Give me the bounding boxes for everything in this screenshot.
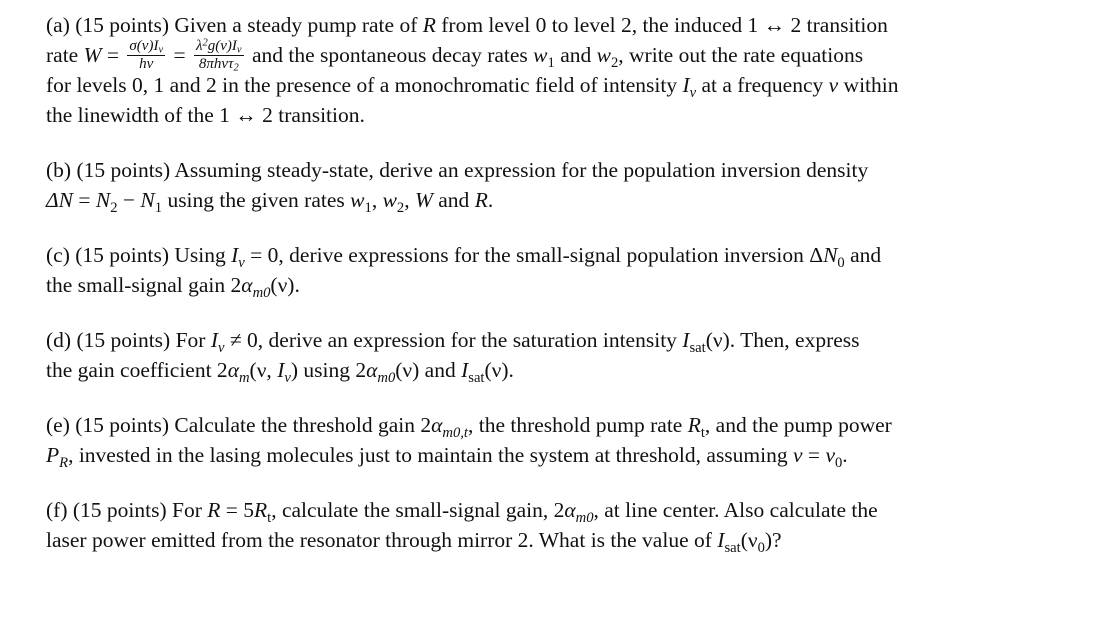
var-R: R xyxy=(687,413,701,437)
sub: sat xyxy=(468,370,485,387)
text: (c) (15 points) Using xyxy=(46,243,232,267)
sub: R xyxy=(59,455,69,472)
var-nu: ν xyxy=(828,73,839,97)
var-I: I xyxy=(682,73,690,97)
text: , the threshold pump rate xyxy=(467,413,688,437)
text: (ν). xyxy=(484,358,514,382)
text: . xyxy=(487,188,494,212)
var-W: W xyxy=(414,188,433,212)
problem-a-line-2 xyxy=(46,36,1046,74)
problem-e-line-1 xyxy=(46,410,1046,440)
text: using the given rates xyxy=(162,188,351,212)
text: for levels 0, 1 and 2 in the presence of a monochromatic field of intensity xyxy=(46,73,683,97)
problem-a-line-1 xyxy=(46,10,1046,40)
fraction-2-denominator xyxy=(194,56,244,72)
sub: m0 xyxy=(377,370,396,387)
text: , xyxy=(404,188,415,212)
sub: t xyxy=(700,425,705,442)
problem-d xyxy=(46,325,1046,385)
text: (a) (15 points) Given a steady pump rate of xyxy=(46,13,423,37)
problem-f-line-2 xyxy=(46,525,1046,555)
text: 8πhντ xyxy=(198,55,234,72)
var-Isat: I xyxy=(461,358,469,382)
sub: 0 xyxy=(757,540,765,557)
text: and the spontaneous decay rates xyxy=(246,43,534,67)
var-I: I xyxy=(210,328,218,352)
var-w2: w xyxy=(382,188,397,212)
text: g(ν)I xyxy=(207,37,237,54)
var-alpha: α xyxy=(431,413,443,437)
sub: 2 xyxy=(110,200,118,217)
problem-f-line-1 xyxy=(46,495,1046,525)
sub: m xyxy=(238,370,250,387)
text: λ xyxy=(196,37,203,54)
var-R: R xyxy=(254,498,268,522)
fraction-1-numerator xyxy=(127,39,165,56)
var-nu: ν xyxy=(793,443,803,467)
sub: ν xyxy=(284,370,291,387)
text: , calculate the small-signal gain, 2 xyxy=(271,498,565,522)
text: , invested in the lasing molecules just to maintain the system at threshold, assuming xyxy=(68,443,793,467)
sub: 1 xyxy=(154,200,163,217)
problem-b-line-1 xyxy=(46,155,1046,185)
sub: sat xyxy=(724,540,741,557)
sub: sat xyxy=(689,340,706,357)
fraction-1-denominator: hν xyxy=(139,55,154,72)
sub: m0 xyxy=(575,510,594,527)
text: )? xyxy=(764,528,782,552)
problem-c-line-2 xyxy=(46,270,1046,300)
text: (ν) and xyxy=(395,358,462,382)
problem-f xyxy=(46,495,1046,555)
sub: 0 xyxy=(837,255,845,272)
fraction-1 xyxy=(127,39,165,72)
var-R: R xyxy=(422,13,436,37)
problem-d-line-1 xyxy=(46,325,1046,355)
fraction-2 xyxy=(194,36,244,74)
text: , and the pump power xyxy=(704,413,892,437)
problem-c-line-1 xyxy=(46,240,1046,270)
text: rate xyxy=(46,43,84,67)
text: (ν). Then, express xyxy=(705,328,860,352)
sub: ν xyxy=(236,44,242,56)
text: , write out the rate equations xyxy=(618,43,864,67)
var-alpha: α xyxy=(366,358,378,382)
var-Isat: I xyxy=(717,528,725,552)
var-nu0: ν xyxy=(825,443,835,467)
text: − xyxy=(117,188,141,212)
text: (b) (15 points) Assuming steady-state, derive an expression for the population inversion density xyxy=(46,158,869,182)
text: ) using 2 xyxy=(290,358,367,382)
text: , at line center. Also calculate the xyxy=(593,498,878,522)
text: laser power emitted from the resonator through mirror 2. What is the value of xyxy=(46,528,718,552)
text: (ν xyxy=(740,528,758,552)
text: = xyxy=(101,43,125,67)
text: (d) (15 points) For xyxy=(46,328,211,352)
sub: t xyxy=(267,510,272,527)
text: (e) (15 points) Calculate the threshold gain 2 xyxy=(46,413,432,437)
var-N1: N xyxy=(140,188,155,212)
problem-sheet xyxy=(46,10,1046,580)
text: the gain coefficient 2 xyxy=(46,358,228,382)
text: , xyxy=(371,188,383,212)
fraction-2-numerator xyxy=(194,36,244,56)
sub: 2 xyxy=(610,55,619,72)
var-N2: N xyxy=(95,188,111,212)
text: and xyxy=(432,188,475,212)
text: . xyxy=(842,443,848,467)
text: and xyxy=(844,243,882,267)
text: = 5 xyxy=(220,498,255,522)
sub: m0 xyxy=(252,285,271,302)
text: and xyxy=(554,43,597,67)
var-w1: w xyxy=(350,188,365,212)
var-Isat: I xyxy=(682,328,690,352)
sub: ν xyxy=(689,85,697,102)
problem-a xyxy=(46,10,1046,130)
sub: 1 xyxy=(364,200,372,217)
var-P: P xyxy=(46,443,60,467)
var-R: R xyxy=(207,498,221,522)
sub: 2 xyxy=(396,200,405,217)
sub: ν xyxy=(218,340,225,357)
sub: 1 xyxy=(547,55,555,72)
var-dN: ΔN xyxy=(46,188,73,212)
problem-e-line-2 xyxy=(46,440,1046,470)
problem-b xyxy=(46,155,1046,215)
problem-a-line-3 xyxy=(46,70,1046,100)
sub: ν xyxy=(238,255,245,272)
var-W: W xyxy=(83,43,102,67)
problem-b-line-2 xyxy=(46,185,1046,215)
var-w2: w xyxy=(596,43,611,67)
var-I: I xyxy=(277,358,285,382)
var-alpha: α xyxy=(564,498,576,522)
var-alpha: α xyxy=(227,358,239,382)
text: = 0, derive expressions for the small-signal population inversion Δ xyxy=(244,243,824,267)
text: from level 0 to level 2, the induced 1 ↔ 2 transition xyxy=(435,13,888,37)
var-N: N xyxy=(823,243,838,267)
text: at a frequency xyxy=(696,73,829,97)
var-I: I xyxy=(231,243,239,267)
text: (ν). xyxy=(270,273,300,297)
sub: ν xyxy=(158,44,164,56)
text: within xyxy=(838,73,899,97)
sub: 2 xyxy=(233,62,239,74)
text: = xyxy=(72,188,96,212)
sub: m0,t xyxy=(442,425,468,442)
var-alpha: α xyxy=(241,273,253,297)
sub: 0 xyxy=(834,455,843,472)
text: = xyxy=(168,43,192,67)
text: the linewidth of the 1 ↔ 2 transition. xyxy=(46,103,365,127)
text: = xyxy=(802,443,826,467)
text: the small-signal gain 2 xyxy=(46,273,242,297)
problem-a-line-4 xyxy=(46,100,1046,130)
text: σ(ν)I xyxy=(129,37,159,54)
text: ≠ 0, derive an expression for the saturation intensity xyxy=(224,328,683,352)
problem-d-line-2 xyxy=(46,355,1046,385)
var-w1: w xyxy=(533,43,548,67)
text: (ν, xyxy=(249,358,278,382)
sup: 2 xyxy=(202,36,208,48)
text: (f) (15 points) For xyxy=(46,498,208,522)
problem-e xyxy=(46,410,1046,470)
var-R: R xyxy=(474,188,488,212)
problem-c xyxy=(46,240,1046,300)
